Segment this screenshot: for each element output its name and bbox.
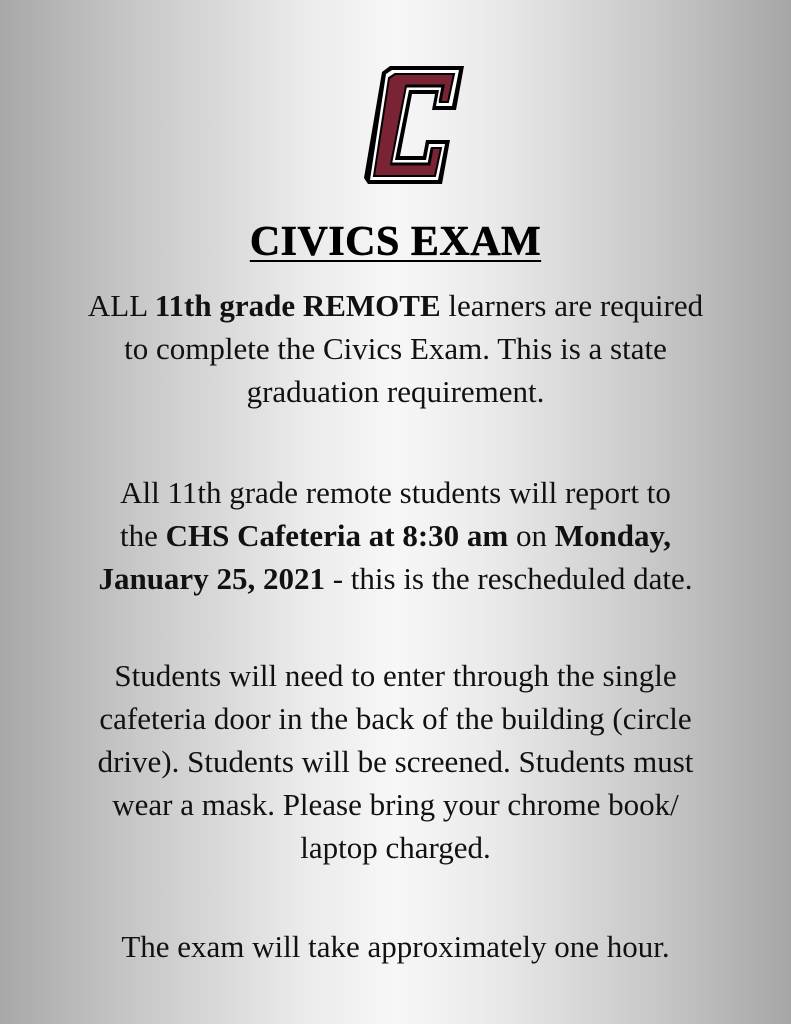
schedule-line-1: All 11th grade remote students will report to xyxy=(120,475,671,510)
schedule-location-time: CHS Cafeteria at 8:30 am xyxy=(165,518,509,553)
schedule-line-2 xyxy=(50,514,741,557)
schedule-line-3 xyxy=(50,557,741,600)
schedule-on: on xyxy=(508,518,555,553)
schedule-note: - this is the rescheduled date. xyxy=(324,561,693,596)
requirement-line-1 xyxy=(50,284,741,327)
schedule-paragraph xyxy=(50,471,741,600)
requirement-rest: learners are required xyxy=(440,288,704,323)
schedule-day: Monday, xyxy=(554,518,672,553)
requirement-paragraph xyxy=(50,284,741,413)
instructions-line-4: wear a mask. Please bring your chrome book/ xyxy=(112,787,679,822)
instructions-paragraph xyxy=(50,654,741,869)
requirement-lead: ALL xyxy=(87,288,155,323)
schedule-date: January 25, 2021 xyxy=(98,561,325,596)
instructions-line-1: Students will need to enter through the single xyxy=(114,658,677,693)
schedule-lead: the xyxy=(119,518,166,553)
instructions-line-2: cafeteria door in the back of the building (circle xyxy=(99,701,692,736)
instructions-line-3: drive). Students will be screened. Students must xyxy=(97,744,694,779)
page-title: CIVICS EXAM xyxy=(249,219,542,265)
requirement-line-3: graduation requirement. xyxy=(246,374,545,409)
requirement-line-2: to complete the Civics Exam. This is a state xyxy=(124,331,667,366)
instructions-line-5: laptop charged. xyxy=(300,830,491,865)
school-c-logo xyxy=(360,60,470,190)
duration-paragraph: The exam will take approximately one hour. xyxy=(121,929,670,964)
requirement-bold: 11th grade REMOTE xyxy=(154,288,441,323)
